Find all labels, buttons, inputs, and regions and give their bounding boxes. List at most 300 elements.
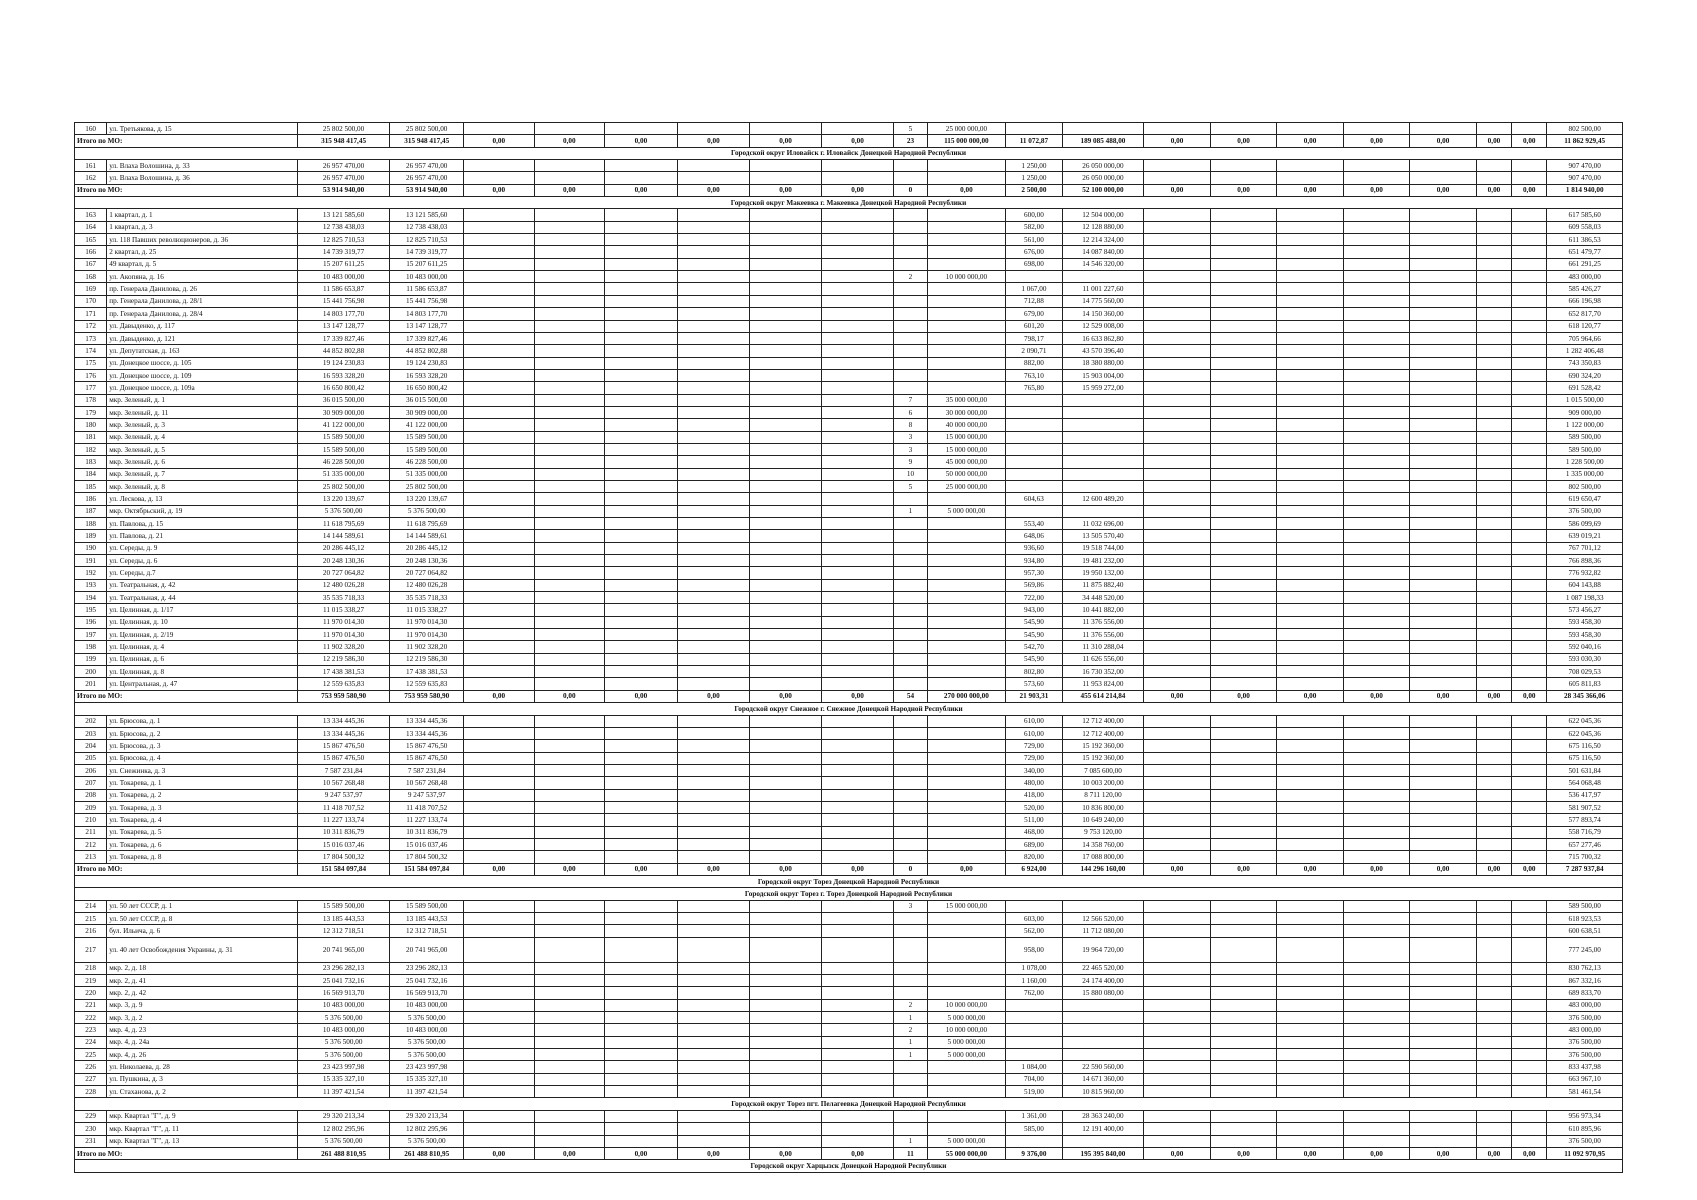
zero-col-11-cell [1410, 394, 1477, 406]
repair-amount-cell: 11 626 556,00 [1062, 653, 1144, 665]
zero-col-6-cell [821, 592, 894, 604]
repair-amount-cell: 16 730 352,00 [1062, 666, 1144, 678]
address-cell: ул. Акопяна, д. 16 [107, 271, 297, 283]
unit-count-cell: 54 [894, 690, 927, 702]
zero-col-9-cell [1277, 345, 1344, 357]
zero-col-5-cell [750, 468, 822, 480]
budget-share-cell: 11 586 653,87 [390, 283, 464, 295]
table-row [75, 764, 1623, 776]
zero-col-4-cell [677, 653, 750, 665]
table-row [75, 641, 1623, 653]
zero-col-9-cell [1277, 752, 1344, 764]
repair-amount-cell: 14 087 840,00 [1062, 246, 1144, 258]
zero-col-2-cell [534, 1086, 605, 1098]
zero-col-6-cell [821, 283, 894, 295]
zero-col-5-cell [750, 271, 822, 283]
budget-share-cell: 20 741 965,00 [390, 937, 464, 962]
zero-col-3-cell [605, 258, 678, 270]
zero-col-12-cell [1476, 456, 1511, 468]
zero-col-8-cell [1210, 579, 1277, 591]
zero-col-5-cell [750, 295, 822, 307]
table-row [75, 357, 1623, 369]
table-row [75, 913, 1623, 925]
budget-share-cell: 13 121 585,60 [390, 209, 464, 221]
table-row [75, 1036, 1623, 1048]
total-cost-cell: 14 144 589,61 [297, 530, 390, 542]
zero-col-10-cell [1343, 1123, 1410, 1135]
zero-col-13-cell [1512, 975, 1547, 987]
area-cell: 712,88 [1006, 295, 1062, 307]
zero-col-2-cell [534, 925, 605, 937]
total-cost-cell: 7 587 231,84 [297, 764, 390, 776]
zero-col-4-cell [677, 592, 750, 604]
address-cell: мкр. Квартал "Г", д. 9 [107, 1110, 297, 1122]
zero-col-7-cell [1144, 221, 1211, 233]
zero-col-4-cell [677, 789, 750, 801]
total-cost-cell: 36 015 500,00 [297, 394, 390, 406]
zero-col-7-cell [1144, 1135, 1211, 1147]
zero-col-13-cell [1512, 283, 1547, 295]
address-cell: 2 квартал, д. 25 [107, 246, 297, 258]
zero-col-6-cell [821, 530, 894, 542]
zero-col-7-cell [1144, 369, 1211, 381]
unit-amount-cell [927, 555, 1006, 567]
budget-share-cell: 26 957 470,00 [390, 172, 464, 184]
zero-col-4-cell [677, 357, 750, 369]
zero-col-8-cell [1210, 1049, 1277, 1061]
remainder-cell: 1 122 000,00 [1547, 419, 1623, 431]
zero-col-9-cell [1277, 678, 1344, 690]
zero-col-3-cell [605, 752, 678, 764]
table-row [75, 987, 1623, 999]
repair-amount-cell: 10 003 200,00 [1062, 777, 1144, 789]
zero-col-11-cell [1410, 567, 1477, 579]
zero-col-7-cell [1144, 666, 1211, 678]
zero-col-13-cell [1512, 443, 1547, 455]
unit-count-cell [894, 234, 927, 246]
zero-col-2-cell [534, 987, 605, 999]
row-number-cell: 166 [75, 246, 107, 258]
row-number-cell: 203 [75, 727, 107, 739]
unit-amount-cell: 45 000 000,00 [927, 456, 1006, 468]
zero-col-8-cell [1210, 1110, 1277, 1122]
zero-col-3-cell [605, 1061, 678, 1073]
table-row [75, 838, 1623, 850]
zero-col-8-cell [1210, 209, 1277, 221]
zero-col-2-cell [534, 789, 605, 801]
budget-share-cell: 11 015 338,27 [390, 604, 464, 616]
zero-col-9-cell [1277, 320, 1344, 332]
zero-col-5-cell [750, 937, 822, 962]
zero-col-8-cell [1210, 641, 1277, 653]
address-cell: ул. Токарева, д. 3 [107, 801, 297, 813]
total-cost-cell: 16 650 800,42 [297, 382, 390, 394]
budget-share-cell: 16 593 328,20 [390, 369, 464, 381]
zero-col-10-cell [1343, 715, 1410, 727]
zero-col-9-cell [1277, 715, 1344, 727]
address-cell: ул. Токарева, д. 1 [107, 777, 297, 789]
zero-col-13-cell [1512, 431, 1547, 443]
zero-col-1-cell [464, 480, 535, 492]
zero-col-2-cell: 0,00 [534, 690, 605, 702]
zero-col-1-cell [464, 752, 535, 764]
budget-share-cell: 11 970 014,30 [390, 616, 464, 628]
unit-count-cell [894, 493, 927, 505]
table-row [75, 937, 1623, 962]
unit-amount-cell [927, 567, 1006, 579]
zero-col-12-cell [1476, 814, 1511, 826]
zero-col-2-cell [534, 332, 605, 344]
zero-col-7-cell [1144, 431, 1211, 443]
zero-col-3-cell [605, 555, 678, 567]
table-row [75, 1073, 1623, 1085]
unit-amount-cell: 10 000 000,00 [927, 1024, 1006, 1036]
zero-col-3-cell [605, 209, 678, 221]
area-cell [1006, 900, 1062, 912]
budget-share-cell: 36 015 500,00 [390, 394, 464, 406]
area-cell: 676,00 [1006, 246, 1062, 258]
zero-col-12-cell [1476, 332, 1511, 344]
zero-col-10-cell [1343, 320, 1410, 332]
zero-col-2-cell [534, 209, 605, 221]
total-cost-cell: 10 483 000,00 [297, 999, 390, 1011]
zero-col-12-cell [1476, 480, 1511, 492]
table-row [75, 740, 1623, 752]
row-number-cell: 226 [75, 1061, 107, 1073]
zero-col-1-cell [464, 715, 535, 727]
zero-col-11-cell [1410, 999, 1477, 1011]
zero-col-3-cell [605, 1086, 678, 1098]
zero-col-9-cell [1277, 406, 1344, 418]
total-cost-cell: 44 852 802,88 [297, 345, 390, 357]
zero-col-1-cell [464, 246, 535, 258]
zero-col-2-cell [534, 172, 605, 184]
zero-col-1-cell [464, 456, 535, 468]
unit-amount-cell [927, 814, 1006, 826]
unit-count-cell [894, 345, 927, 357]
unit-count-cell [894, 283, 927, 295]
total-cost-cell: 10 311 836,79 [297, 826, 390, 838]
zero-col-1-cell [464, 764, 535, 776]
zero-col-5-cell [750, 629, 822, 641]
zero-col-2-cell [534, 357, 605, 369]
area-cell: 604,63 [1006, 493, 1062, 505]
unit-amount-cell [927, 777, 1006, 789]
zero-col-9-cell [1277, 308, 1344, 320]
zero-col-6-cell [821, 555, 894, 567]
address-cell: мкр. 3, д. 2 [107, 1012, 297, 1024]
zero-col-9-cell [1277, 838, 1344, 850]
zero-col-11-cell [1410, 740, 1477, 752]
zero-col-6-cell [821, 1135, 894, 1147]
zero-col-4-cell [677, 382, 750, 394]
row-number-cell: 211 [75, 826, 107, 838]
zero-col-2-cell [534, 1073, 605, 1085]
zero-col-3-cell: 0,00 [605, 690, 678, 702]
zero-col-13-cell: 0,00 [1512, 1147, 1547, 1159]
zero-col-12-cell: 0,00 [1476, 1147, 1511, 1159]
zero-col-5-cell [750, 172, 822, 184]
zero-col-10-cell [1343, 443, 1410, 455]
unit-count-cell [894, 221, 927, 233]
zero-col-13-cell [1512, 567, 1547, 579]
zero-col-8-cell [1210, 1061, 1277, 1073]
unit-count-cell [894, 518, 927, 530]
zero-col-7-cell [1144, 1123, 1211, 1135]
total-cost-cell: 17 438 381,53 [297, 666, 390, 678]
address-cell: ул. 50 лет СССР, д. 8 [107, 913, 297, 925]
zero-col-7-cell [1144, 987, 1211, 999]
repair-amount-cell: 9 753 120,00 [1062, 826, 1144, 838]
zero-col-4-cell [677, 851, 750, 863]
zero-col-12-cell [1476, 308, 1511, 320]
area-cell: 765,80 [1006, 382, 1062, 394]
area-cell: 679,00 [1006, 308, 1062, 320]
area-cell: 958,00 [1006, 937, 1062, 962]
total-cost-cell: 19 124 230,83 [297, 357, 390, 369]
table-row [75, 999, 1623, 1011]
zero-col-8-cell [1210, 382, 1277, 394]
zero-col-11-cell [1410, 826, 1477, 838]
total-cost-cell: 10 567 268,48 [297, 777, 390, 789]
unit-amount-cell [927, 678, 1006, 690]
row-number-cell: 208 [75, 789, 107, 801]
table-row [75, 160, 1623, 172]
zero-col-12-cell [1476, 246, 1511, 258]
zero-col-7-cell [1144, 172, 1211, 184]
area-cell: 545,90 [1006, 616, 1062, 628]
zero-col-13-cell [1512, 925, 1547, 937]
budget-share-cell: 5 376 500,00 [390, 505, 464, 517]
address-cell: ул. Давыденко, д. 121 [107, 332, 297, 344]
zero-col-10-cell [1343, 1135, 1410, 1147]
remainder-cell: 605 811,83 [1547, 678, 1623, 690]
zero-col-2-cell [534, 1012, 605, 1024]
table-row [75, 369, 1623, 381]
repair-amount-cell: 26 050 000,00 [1062, 160, 1144, 172]
address-cell: мкр. Октябрьский, д. 19 [107, 505, 297, 517]
row-number-cell: 210 [75, 814, 107, 826]
zero-col-5-cell [750, 234, 822, 246]
zero-col-9-cell [1277, 740, 1344, 752]
unit-amount-cell [927, 975, 1006, 987]
row-number-cell: 162 [75, 172, 107, 184]
total-cost-cell: 5 376 500,00 [297, 1036, 390, 1048]
table-row [75, 246, 1623, 258]
zero-col-2-cell [534, 851, 605, 863]
zero-col-4-cell: 0,00 [677, 690, 750, 702]
zero-col-11-cell [1410, 221, 1477, 233]
unit-amount-cell: 5 000 000,00 [927, 1135, 1006, 1147]
zero-col-9-cell [1277, 221, 1344, 233]
zero-col-11-cell [1410, 295, 1477, 307]
zero-col-13-cell: 0,00 [1512, 135, 1547, 147]
unit-amount-cell: 50 000 000,00 [927, 468, 1006, 480]
repair-amount-cell: 11 712 080,00 [1062, 925, 1144, 937]
table-row [75, 715, 1623, 727]
remainder-cell: 666 196,98 [1547, 295, 1623, 307]
zero-col-6-cell [821, 234, 894, 246]
zero-col-9-cell [1277, 456, 1344, 468]
total-cost-cell: 20 248 130,36 [297, 555, 390, 567]
repair-amount-cell: 15 880 080,00 [1062, 987, 1144, 999]
zero-col-12-cell [1476, 1110, 1511, 1122]
repair-amount-cell [1062, 394, 1144, 406]
table-row [75, 172, 1623, 184]
total-cost-cell: 12 738 438,03 [297, 221, 390, 233]
zero-col-13-cell [1512, 1061, 1547, 1073]
zero-col-10-cell [1343, 369, 1410, 381]
zero-col-6-cell [821, 616, 894, 628]
zero-col-8-cell [1210, 320, 1277, 332]
budget-share-cell: 20 727 064,82 [390, 567, 464, 579]
unit-amount-cell [927, 209, 1006, 221]
zero-col-10-cell [1343, 641, 1410, 653]
repair-amount-cell: 19 964 720,00 [1062, 937, 1144, 962]
zero-col-9-cell [1277, 826, 1344, 838]
row-number-cell: 189 [75, 530, 107, 542]
zero-col-5-cell [750, 567, 822, 579]
zero-col-10-cell [1343, 937, 1410, 962]
unit-amount-cell: 5 000 000,00 [927, 505, 1006, 517]
remainder-cell: 1 335 000,00 [1547, 468, 1623, 480]
zero-col-2-cell [534, 480, 605, 492]
zero-col-10-cell [1343, 1073, 1410, 1085]
zero-col-5-cell [750, 320, 822, 332]
zero-col-1-cell [464, 172, 535, 184]
address-cell: 1 квартал, д. 3 [107, 221, 297, 233]
zero-col-7-cell: 0,00 [1144, 1147, 1211, 1159]
zero-col-8-cell [1210, 789, 1277, 801]
area-cell [1006, 505, 1062, 517]
area-cell: 11 072,87 [1006, 135, 1062, 147]
zero-col-4-cell [677, 900, 750, 912]
zero-col-8-cell [1210, 221, 1277, 233]
zero-col-3-cell [605, 345, 678, 357]
area-cell: 1 250,00 [1006, 172, 1062, 184]
area-cell [1006, 1036, 1062, 1048]
unit-count-cell [894, 1073, 927, 1085]
zero-col-13-cell [1512, 999, 1547, 1011]
table-row [75, 604, 1623, 616]
zero-col-4-cell [677, 394, 750, 406]
zero-col-11-cell [1410, 480, 1477, 492]
zero-col-3-cell [605, 764, 678, 776]
table-row [75, 234, 1623, 246]
table-row [75, 419, 1623, 431]
zero-col-1-cell [464, 320, 535, 332]
budget-share-cell: 30 909 000,00 [390, 406, 464, 418]
address-cell: ул. Токарева, д. 4 [107, 814, 297, 826]
zero-col-13-cell [1512, 987, 1547, 999]
zero-col-8-cell [1210, 777, 1277, 789]
row-number-cell: 225 [75, 1049, 107, 1061]
unit-amount-cell [927, 1123, 1006, 1135]
address-cell: мкр. 4, д. 24а [107, 1036, 297, 1048]
zero-col-7-cell [1144, 209, 1211, 221]
zero-col-1-cell [464, 258, 535, 270]
budget-share-cell: 17 804 500,32 [390, 851, 464, 863]
zero-col-13-cell [1512, 1036, 1547, 1048]
zero-col-2-cell [534, 715, 605, 727]
section-title: Городской округ Макеевка г. Макеевка Донецкой Народной Республики [75, 197, 1623, 209]
budget-share-cell: 753 959 580,90 [390, 690, 464, 702]
zero-col-12-cell [1476, 1073, 1511, 1085]
zero-col-7-cell [1144, 629, 1211, 641]
repair-amount-cell: 14 358 760,00 [1062, 838, 1144, 850]
section-header-row [75, 888, 1623, 900]
repair-amount-cell: 8 711 120,00 [1062, 789, 1144, 801]
zero-col-6-cell [821, 419, 894, 431]
budget-share-cell: 5 376 500,00 [390, 1012, 464, 1024]
budget-share-cell: 35 535 718,33 [390, 592, 464, 604]
row-number-cell: 190 [75, 542, 107, 554]
repair-amount-cell: 7 085 600,00 [1062, 764, 1144, 776]
zero-col-3-cell [605, 246, 678, 258]
zero-col-7-cell [1144, 1036, 1211, 1048]
budget-share-cell: 10 567 268,48 [390, 777, 464, 789]
zero-col-4-cell [677, 160, 750, 172]
remainder-cell: 639 019,21 [1547, 530, 1623, 542]
zero-col-13-cell [1512, 234, 1547, 246]
zero-col-7-cell: 0,00 [1144, 863, 1211, 875]
table-row [75, 394, 1623, 406]
remainder-cell: 802 500,00 [1547, 480, 1623, 492]
area-cell [1006, 1024, 1062, 1036]
remainder-cell: 1 814 940,00 [1547, 184, 1623, 196]
zero-col-7-cell: 0,00 [1144, 690, 1211, 702]
address-cell: ул. Депутатская, д. 163 [107, 345, 297, 357]
unit-count-cell [894, 320, 927, 332]
zero-col-2-cell [534, 814, 605, 826]
zero-col-7-cell [1144, 641, 1211, 653]
area-cell: 798,17 [1006, 332, 1062, 344]
zero-col-6-cell: 0,00 [821, 1147, 894, 1159]
zero-col-3-cell [605, 801, 678, 813]
budget-share-cell: 20 248 130,36 [390, 555, 464, 567]
zero-col-13-cell [1512, 271, 1547, 283]
unit-amount-cell [927, 308, 1006, 320]
address-cell: пр. Генерала Данилова, д. 26 [107, 283, 297, 295]
zero-col-10-cell [1343, 332, 1410, 344]
zero-col-1-cell [464, 777, 535, 789]
zero-col-5-cell [750, 419, 822, 431]
zero-col-12-cell [1476, 123, 1511, 135]
zero-col-5-cell [750, 604, 822, 616]
zero-col-4-cell [677, 456, 750, 468]
table-row [75, 678, 1623, 690]
zero-col-5-cell [750, 913, 822, 925]
zero-col-13-cell [1512, 1110, 1547, 1122]
repair-amount-cell: 10 649 240,00 [1062, 814, 1144, 826]
unit-amount-cell [927, 160, 1006, 172]
zero-col-10-cell [1343, 987, 1410, 999]
budget-share-cell: 12 312 718,51 [390, 925, 464, 937]
zero-col-12-cell [1476, 604, 1511, 616]
zero-col-4-cell [677, 406, 750, 418]
total-cost-cell: 20 741 965,00 [297, 937, 390, 962]
zero-col-10-cell [1343, 666, 1410, 678]
zero-col-4-cell [677, 234, 750, 246]
zero-col-11-cell: 0,00 [1410, 184, 1477, 196]
total-cost-cell: 15 589 500,00 [297, 431, 390, 443]
unit-count-cell: 23 [894, 135, 927, 147]
zero-col-1-cell [464, 678, 535, 690]
repair-amount-cell [1062, 468, 1144, 480]
repair-amount-cell [1062, 431, 1144, 443]
zero-col-3-cell: 0,00 [605, 184, 678, 196]
zero-col-12-cell [1476, 209, 1511, 221]
